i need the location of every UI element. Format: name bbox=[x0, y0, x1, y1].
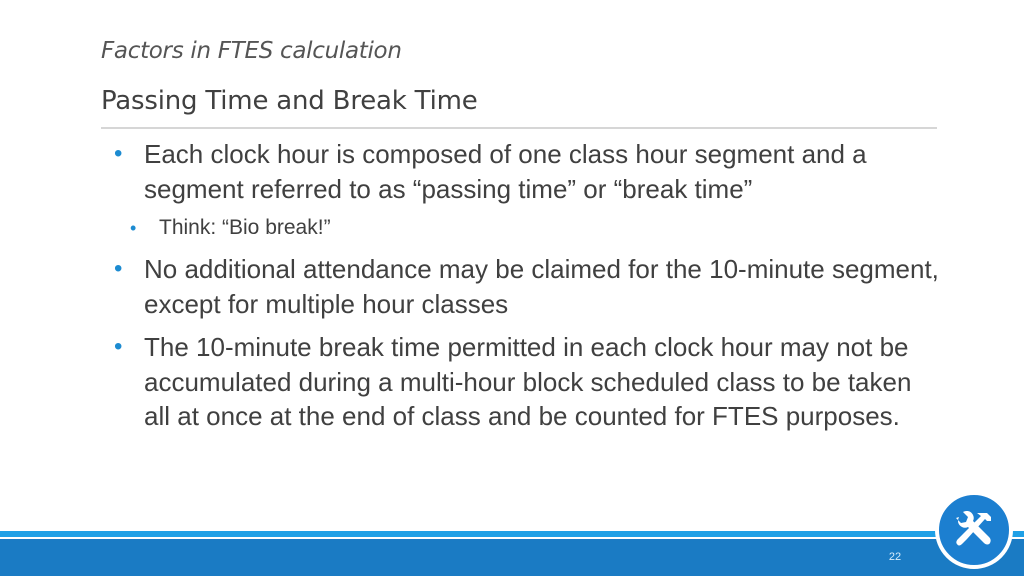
bullet-item bbox=[114, 137, 944, 206]
bullet-item bbox=[114, 330, 944, 434]
bullet-text: No additional attendance may be claimed for the 10-minute segment, except for multiple hour classes bbox=[144, 254, 939, 319]
bullet-dot-icon: • bbox=[114, 140, 123, 167]
bullet-item bbox=[114, 252, 944, 321]
page-number: 22 bbox=[888, 551, 902, 563]
bullet-text: The 10-minute break time permitted in each clock hour may not be accumulated during a multi-hour block scheduled class to be taken all at once at the end of class and be counted for FTES purposes. bbox=[144, 332, 912, 431]
bullet-dot-icon: • bbox=[114, 255, 123, 282]
footer-band bbox=[0, 539, 1024, 576]
bullet-dot-icon: • bbox=[130, 218, 137, 238]
slide-supertitle: Factors in FTES calculation bbox=[101, 38, 402, 64]
slide-title: Passing Time and Break Time bbox=[101, 86, 478, 116]
bullet-dot-icon: • bbox=[114, 333, 123, 360]
tools-icon bbox=[935, 491, 1013, 569]
sub-bullet-item bbox=[130, 214, 919, 242]
footer-accent-line bbox=[0, 531, 1024, 537]
bullet-text: Think: “Bio break!” bbox=[159, 216, 331, 239]
bullet-text: Each clock hour is composed of one class hour segment and a segment referred to as “passing time” or “break time” bbox=[144, 139, 867, 204]
